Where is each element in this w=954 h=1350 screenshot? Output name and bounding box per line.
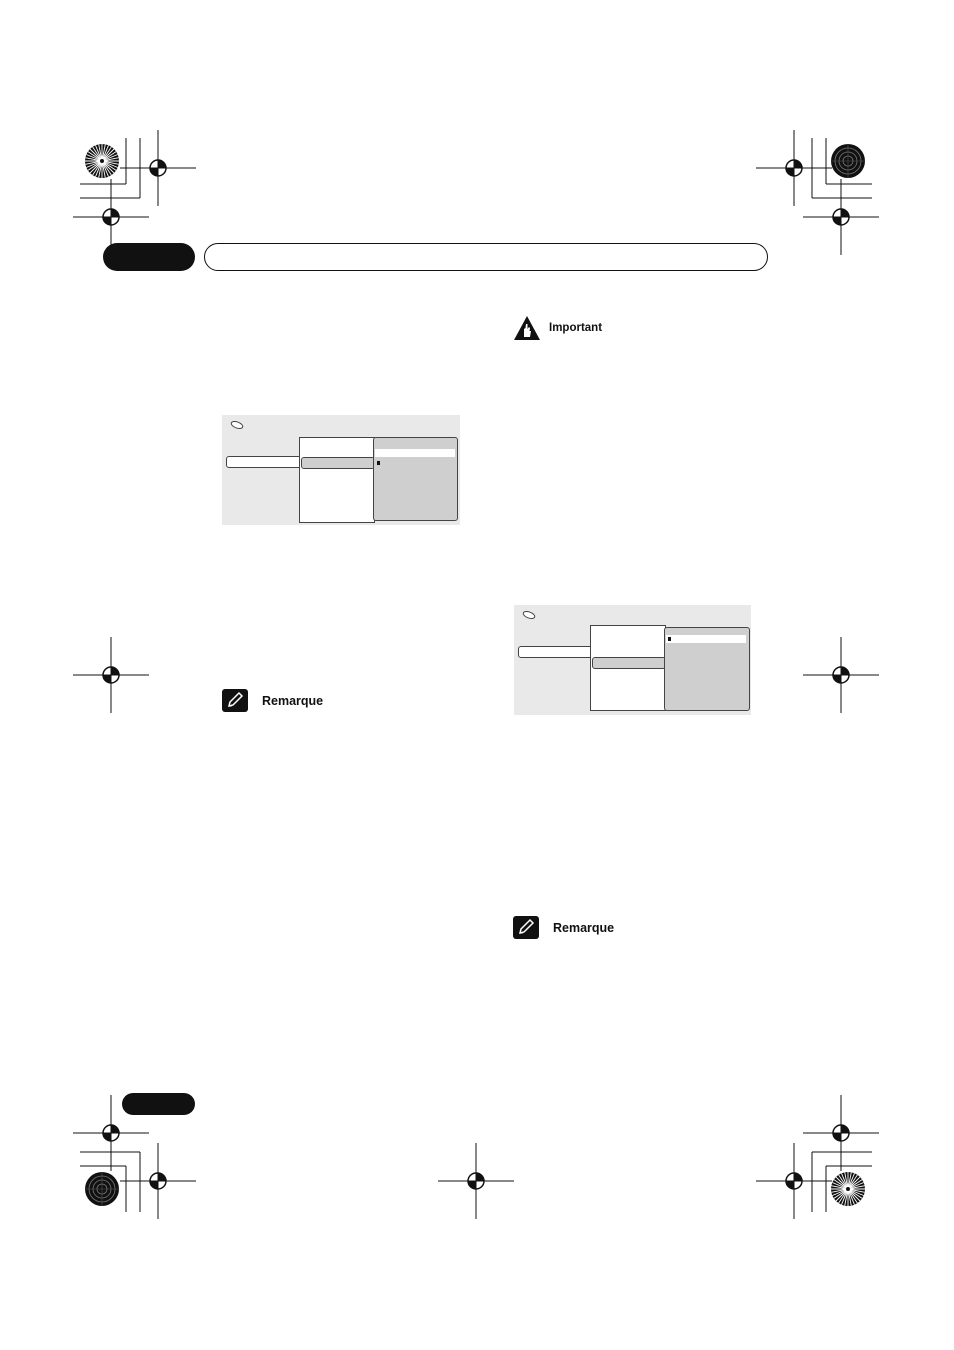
disc-icon — [230, 421, 244, 429]
menu-category-tab[interactable] — [518, 646, 595, 658]
setup-menu-screen-2 — [514, 605, 751, 715]
note-label-right: Remarque — [553, 920, 615, 935]
note-heading-left — [222, 689, 323, 712]
menu-selected-option[interactable] — [592, 657, 666, 669]
menu-selected-option[interactable] — [301, 457, 375, 469]
pencil-icon — [513, 916, 539, 939]
important-label: Important — [549, 322, 603, 334]
pencil-icon — [222, 689, 248, 712]
page-number-tab — [122, 1093, 195, 1115]
note-label-left: Remarque — [262, 693, 324, 708]
warning-hand-icon — [513, 315, 541, 341]
menu-settings-highlight[interactable] — [666, 635, 746, 643]
menu-category-tab[interactable] — [226, 456, 303, 468]
header-bar — [204, 243, 768, 271]
important-heading — [513, 315, 602, 341]
disc-icon — [522, 611, 536, 619]
menu-cursor-marker — [668, 637, 671, 641]
setup-menu-screen — [222, 415, 460, 525]
menu-settings-highlight[interactable] — [375, 449, 455, 457]
menu-options-column — [299, 437, 375, 523]
menu-cursor-marker — [377, 461, 380, 465]
chapter-tab — [103, 243, 195, 271]
note-heading-right — [513, 916, 614, 939]
